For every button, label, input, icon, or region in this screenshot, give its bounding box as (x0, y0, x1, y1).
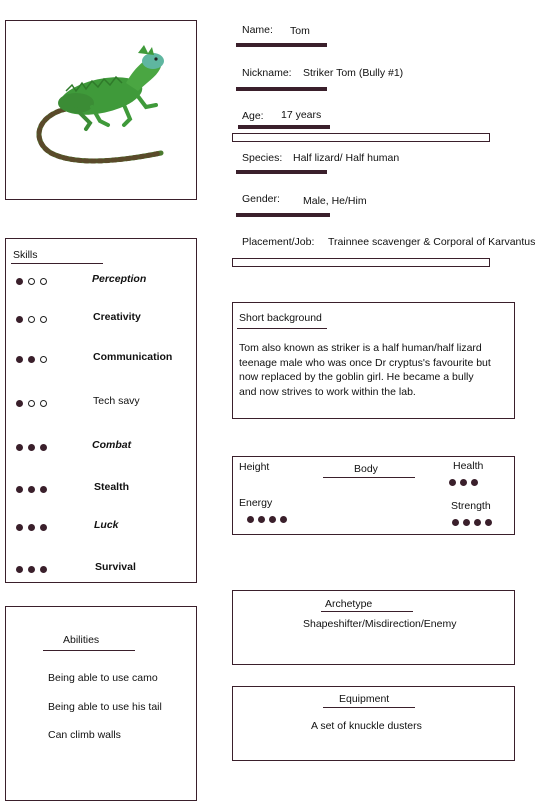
health-dot (449, 479, 456, 486)
skill-dot-empty (40, 316, 47, 323)
nickname-underline (236, 87, 327, 91)
health-label: Health (453, 460, 484, 472)
skill-label: Stealth (94, 481, 130, 493)
skill-label: Creativity (93, 311, 141, 323)
background-title-underline (237, 328, 327, 329)
archetype-title: Archetype (325, 598, 373, 610)
gender-label: Gender: (242, 193, 280, 205)
skill-label: Communication (93, 351, 173, 363)
skill-dot-filled (16, 400, 23, 407)
skill-dot-filled (16, 566, 23, 573)
energy-dot (269, 516, 276, 523)
equipment-title-underline (323, 707, 415, 708)
skill-dot-filled (16, 486, 23, 493)
lizard-image (6, 21, 196, 199)
energy-dot (258, 516, 265, 523)
skill-dot-filled (28, 356, 35, 363)
abilities-panel (5, 606, 197, 801)
archetype-value: Shapeshifter/Misdirection/Enemy (303, 618, 457, 630)
health-dot (471, 479, 478, 486)
background-title: Short background (239, 312, 322, 324)
skill-dot-empty (28, 316, 35, 323)
strength-dot (463, 519, 470, 526)
skill-dot-empty (28, 400, 35, 407)
skill-dot-filled (16, 524, 23, 531)
skill-dot-filled (28, 486, 35, 493)
gender-value: Male, He/Him (303, 195, 367, 207)
skill-dot-filled (16, 356, 23, 363)
background-line: Tom also known as striker is a half human/half lizard (239, 342, 482, 354)
gender-underline (236, 213, 330, 217)
name-label: Name: (242, 24, 273, 36)
age-underline (238, 125, 330, 129)
skill-dot-filled (16, 278, 23, 285)
skill-dot-filled (28, 566, 35, 573)
archetype-title-underline (321, 611, 413, 612)
energy-label: Energy (239, 497, 273, 509)
name-underline (236, 43, 327, 47)
background-line: now replaced by the goblin girl. He became a bully (239, 371, 474, 383)
skill-label: Tech savy (93, 395, 140, 407)
equipment-title: Equipment (339, 693, 390, 705)
skill-label: Survival (95, 561, 136, 573)
skills-panel (5, 238, 197, 583)
skill-dot-filled (40, 566, 47, 573)
portrait-frame (5, 20, 197, 200)
skill-dot-filled (28, 444, 35, 451)
skill-dot-empty (40, 356, 47, 363)
background-line: teenage male who was once Dr cryptus's favourite but (239, 356, 491, 369)
age-label: Age: (242, 110, 264, 122)
skill-dot-empty (40, 400, 47, 407)
skill-dot-filled (16, 444, 23, 451)
age-field-box[interactable] (232, 133, 490, 142)
placement-value: Trainnee scavenger & Corporal of Karvantus (328, 236, 536, 248)
archetype-panel (232, 590, 515, 665)
age-value: 17 years (281, 109, 322, 121)
skill-dot-filled (40, 486, 47, 493)
skill-dot-empty (40, 278, 47, 285)
placement-label: Placement/Job: (242, 236, 315, 248)
strength-label: Strength (451, 500, 491, 512)
skill-dot-filled (40, 444, 47, 451)
ability-item: Being able to use camo (48, 672, 158, 684)
height-label: Height (239, 461, 270, 473)
skill-dot-filled (28, 524, 35, 531)
ability-item: Being able to use his tail (48, 701, 162, 713)
placement-field-box[interactable] (232, 258, 490, 267)
body-title-underline (323, 477, 415, 478)
skill-label: Combat (92, 439, 132, 451)
abilities-title: Abilities (63, 634, 100, 646)
strength-dot (474, 519, 481, 526)
species-underline (236, 170, 327, 174)
health-dot (460, 479, 467, 486)
species-value: Half lizard/ Half human (293, 152, 400, 164)
skills-title: Skills (13, 249, 38, 261)
skill-dot-empty (28, 278, 35, 285)
background-text (239, 341, 514, 399)
nickname-value: Striker Tom (Bully #1) (303, 67, 404, 79)
body-panel (232, 456, 515, 535)
skill-dot-filled (40, 524, 47, 531)
equipment-value: A set of knuckle dusters (311, 720, 422, 732)
energy-dot (280, 516, 287, 523)
strength-dot (452, 519, 459, 526)
nickname-label: Nickname: (242, 67, 292, 79)
background-line: and now strives to work within the lab. (239, 385, 416, 398)
skill-label: Perception (92, 273, 147, 285)
equipment-panel (232, 686, 515, 761)
background-panel (232, 302, 515, 419)
name-value: Tom (290, 25, 310, 37)
species-label: Species: (242, 152, 283, 164)
abilities-title-underline (43, 650, 135, 651)
strength-dot (485, 519, 492, 526)
body-title: Body (354, 463, 378, 475)
skill-dot-filled (16, 316, 23, 323)
energy-dot (247, 516, 254, 523)
skills-title-underline (11, 263, 103, 264)
ability-item: Can climb walls (48, 729, 121, 741)
skill-label: Luck (94, 519, 119, 531)
